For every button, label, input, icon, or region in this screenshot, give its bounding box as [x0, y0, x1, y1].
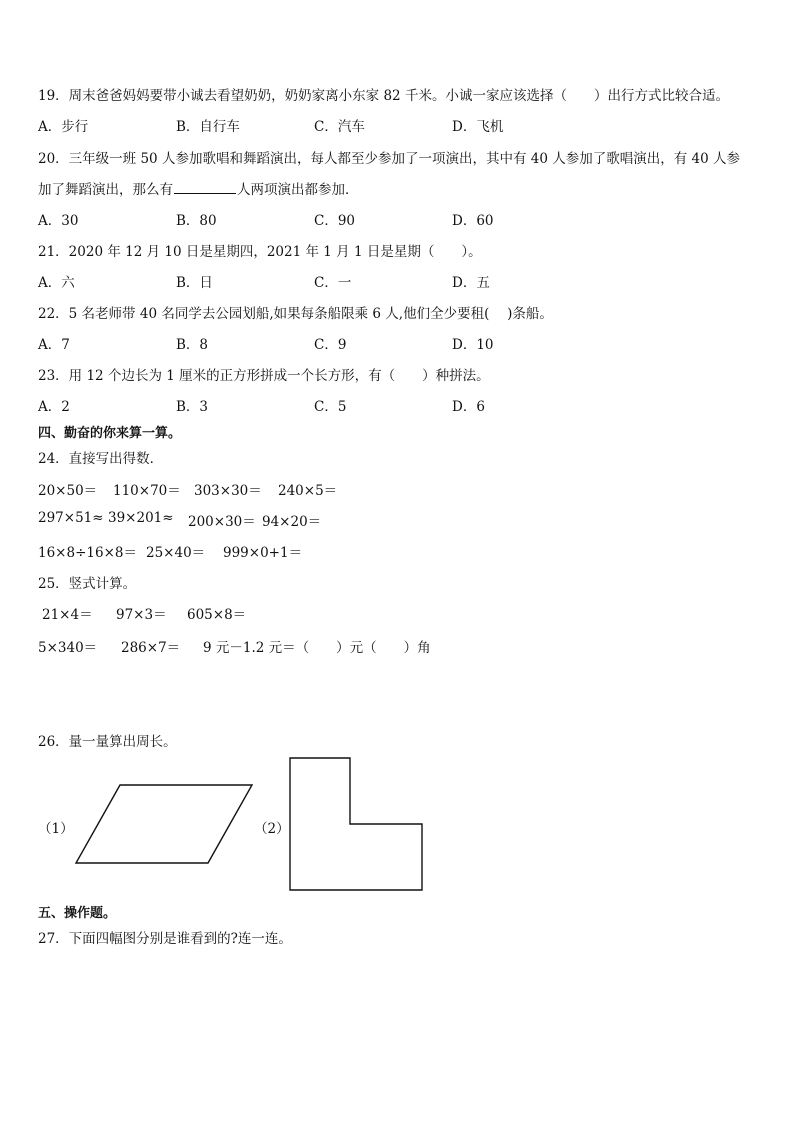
question-21-text: 21．2020 年 12 月 10 日是星期四，2021 年 1 月 1 日是星期（ ）。 — [38, 244, 482, 260]
question-22-text: 22．5 名老师带 40 名同学去公园划船,如果每条船限乘 6 人,他们全少要租( )条船。 — [38, 306, 553, 322]
question-27-text: 27．下面四幅图分别是谁看到的?连一连。 — [38, 931, 292, 947]
q23-option-a: A．2 — [38, 399, 70, 415]
q24-item: 999×0+1＝ — [223, 545, 303, 561]
q24-item: 39×201≈ — [108, 510, 174, 526]
figure-1-label: （1） — [38, 821, 74, 837]
q25-item: 21×4＝ — [42, 607, 93, 623]
question-23-text: 23．用 12 个边长为 1 厘米的正方形拼成一个长方形，有（ ）种拼法。 — [38, 368, 490, 384]
q25-item: 97×3＝ — [116, 607, 167, 623]
q24-item: 200×30＝ — [188, 514, 256, 530]
figure-2-label: （2） — [254, 821, 290, 837]
q20-option-a: A．30 — [38, 213, 79, 229]
q23-option-d: D．6 — [452, 399, 485, 415]
parallelogram-shape — [76, 785, 252, 863]
l-shape — [290, 758, 422, 890]
q20-option-d: D．60 — [452, 213, 494, 229]
q21-option-b: B．日 — [176, 275, 213, 291]
section-4-heading: 四、勤奋的你来算一算。 — [38, 426, 182, 441]
q20-text-before-blank: 加了舞蹈演出，那么有 — [38, 182, 173, 198]
q24-item: 297×51≈ — [38, 510, 104, 526]
q21-option-a: A．六 — [38, 275, 75, 291]
q22-option-a: A．7 — [38, 337, 70, 353]
q20-option-b: B．80 — [176, 213, 217, 229]
q25-item: 605×8＝ — [187, 607, 247, 623]
section-5-heading: 五、操作题。 — [38, 906, 117, 921]
q24-item: 303×30＝ — [194, 483, 262, 499]
q24-item: 110×70＝ — [113, 483, 181, 499]
question-24-text: 24．直接写出得数． — [38, 451, 164, 467]
question-25-text: 25．竖式计算。 — [38, 576, 137, 592]
q25-item: 286×7＝ — [121, 640, 181, 656]
question-20-text-line1: 20．三年级一班 50 人参加歌唱和舞蹈演出，每人都至少参加了一项演出，其中有 40 人参加了歌唱演出，有 40 人参 — [38, 151, 740, 167]
q24-item: 16×8÷16×8＝ — [38, 545, 137, 561]
q19-option-c: C．汽车 — [314, 119, 365, 135]
q23-option-b: B．3 — [176, 399, 209, 415]
q19-option-d: D．飞机 — [452, 119, 504, 135]
q24-item: 25×40＝ — [146, 545, 206, 561]
q22-option-d: D．10 — [452, 337, 494, 353]
question-19-text: 19．周末爸爸妈妈要带小诚去看望奶奶，奶奶家离小东家 82 千米。小诚一家应该选择（ ）出行方式比较合适。 — [38, 88, 729, 104]
q19-option-b: B．自行车 — [176, 119, 240, 135]
q24-item: 20×50＝ — [38, 483, 98, 499]
q22-option-b: B．8 — [176, 337, 209, 353]
q23-option-c: C．5 — [314, 399, 347, 415]
q25-item: 9 元－1.2 元＝（ ）元（ ）角 — [203, 640, 431, 656]
q20-option-c: C．90 — [314, 213, 356, 229]
q20-text-after-blank: 人两项演出都参加． — [237, 182, 359, 198]
q24-item: 94×20＝ — [262, 514, 322, 530]
q24-item: 240×5＝ — [278, 483, 338, 499]
q22-option-c: C．9 — [314, 337, 347, 353]
question-26-text: 26．量一量算出周长。 — [38, 734, 177, 750]
q19-option-a: A．步行 — [38, 119, 89, 135]
q25-item: 5×340＝ — [38, 640, 98, 656]
q21-option-c: C．一 — [314, 275, 352, 291]
q21-option-d: D．五 — [452, 275, 490, 291]
